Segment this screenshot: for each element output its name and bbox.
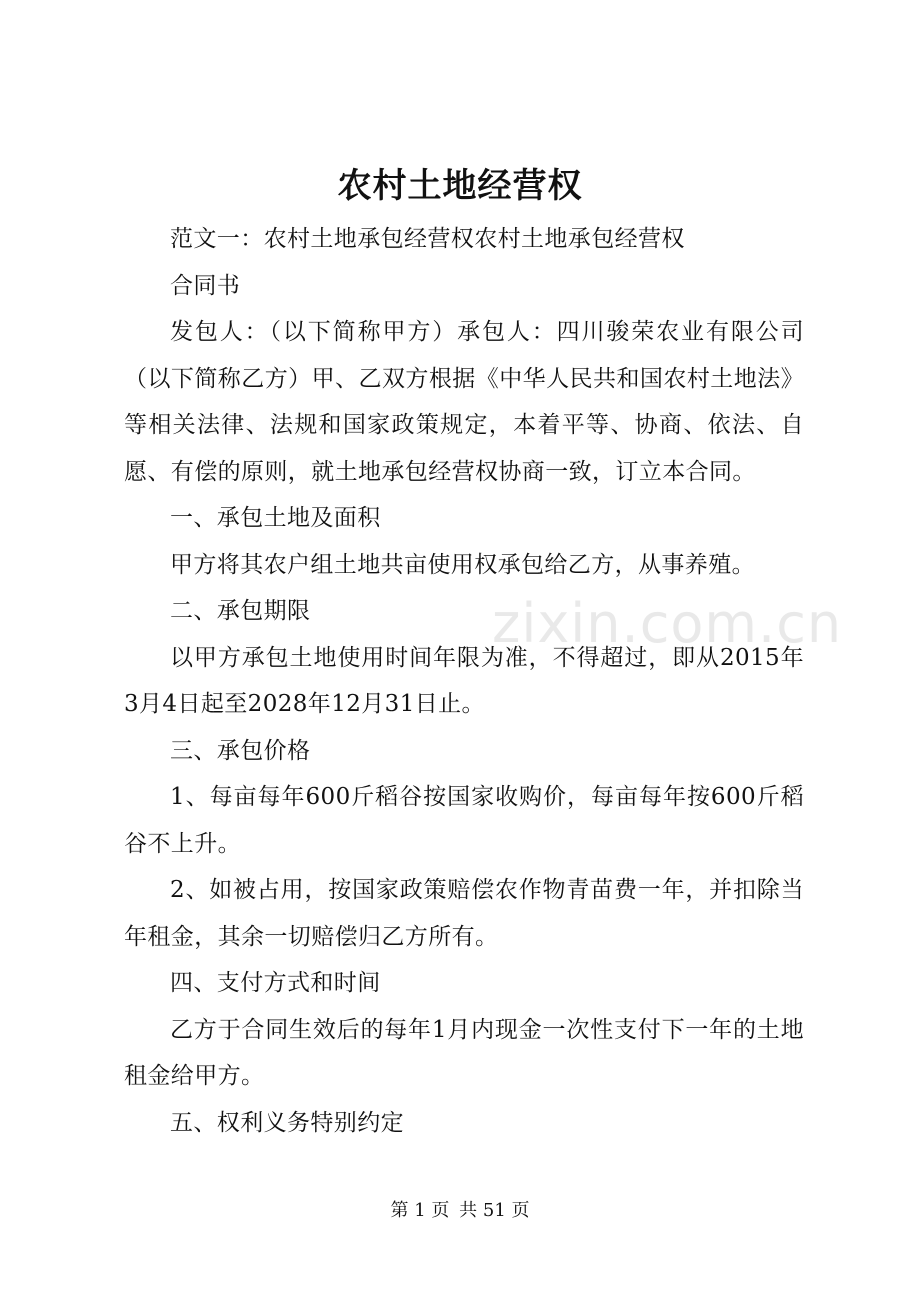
section-heading-term: 二、承包期限 <box>170 598 311 624</box>
paragraph-price-2: 2、如被占用，按国家政策赔偿农作物青苗费一年，并扣除当年租金，其余一切赔偿归乙方所有。 <box>124 877 804 950</box>
paragraph-parties: 发包人：（以下简称甲方）承包人：四川骏荣农业有限公司（以下简称乙方）甲、乙双方根据《中华人民共和国农村土地法》等相关法律、法规和国家政策规定，本着平等、协商、依法、自愿、有偿的原则，就土地承包经营权协商一致，订立本合同。 <box>124 319 804 485</box>
section-heading-price: 三、承包价格 <box>170 737 311 764</box>
section-heading-rights: 五、权利义务特别约定 <box>170 1109 404 1136</box>
paragraph-payment: 乙方于合同生效后的每年1月内现金一次性支付下一年的土地租金给甲方。 <box>124 1016 804 1089</box>
paragraph-price-1: 1、每亩每年600斤稻谷按国家收购价，每亩每年按600斤稻谷不上升。 <box>124 784 804 857</box>
paragraph-contract-label: 合同书 <box>170 272 241 299</box>
document-title: 农村土地经营权 <box>337 166 583 206</box>
page-footer <box>0 1198 920 1224</box>
paragraph-intro: 范文一：农村土地承包经营权农村土地承包经营权 <box>170 226 685 252</box>
document-body <box>124 216 804 1146</box>
section-heading-land: 一、承包土地及面积 <box>170 505 381 531</box>
page-number: 第 1 页 <box>390 1200 450 1221</box>
watermark: zixin.com.cn <box>492 592 843 655</box>
page-total: 共 51 页 <box>459 1200 530 1221</box>
section-heading-payment: 四、支付方式和时间 <box>170 970 381 996</box>
paragraph-term: 以甲方承包土地使用时间年限为准，不得超过，即从2015年3月4日起至2028年12月31日止。 <box>124 644 804 717</box>
paragraph-land: 甲方将其农户组土地共亩使用权承包给乙方，从事养殖。 <box>170 551 755 578</box>
